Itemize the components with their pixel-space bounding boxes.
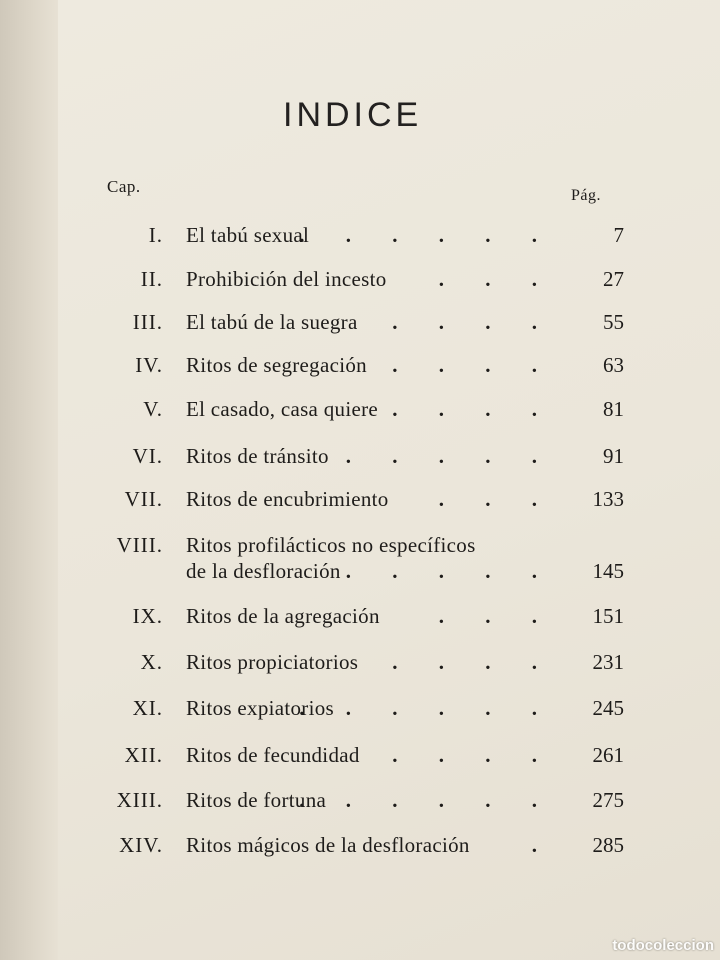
page-number: 275 (592, 788, 624, 812)
leader-dots: . . . . (392, 353, 555, 377)
chapter-title: Ritos de fecundidad (186, 743, 360, 767)
book-page (58, 0, 720, 960)
chapter-title: Prohibición del incesto (186, 267, 387, 291)
leader-dots: . . . (438, 487, 555, 511)
watermark-logo: todocoleccion (612, 937, 714, 954)
chapter-title: Ritos de tránsito (186, 444, 329, 468)
leader-dots: . . . . (392, 650, 555, 674)
chapter-number: II. (140, 267, 163, 291)
leader-dots: . . . . . . (299, 788, 555, 812)
leader-dots: . . . (438, 267, 555, 291)
chapter-title: El tabú sexual (186, 223, 310, 247)
chapter-title: Ritos propiciatorios (186, 650, 359, 674)
chapter-number: V. (143, 397, 163, 421)
toc-entry (0, 829, 720, 861)
leader-dots: . . . . . (345, 444, 555, 468)
page-column-label: Pág. (571, 187, 601, 204)
chapter-number: XIII. (116, 788, 163, 812)
page-number: 55 (603, 310, 624, 334)
chapter-number: XII. (124, 743, 163, 767)
chapter-title-continued: de la desfloración (186, 559, 341, 583)
leader-dots: . . . . (392, 743, 555, 767)
toc-entry (0, 600, 720, 632)
toc-entry (0, 784, 720, 816)
chapter-title: Ritos de segregación (186, 353, 367, 377)
toc-entry (0, 739, 720, 771)
chapter-number: XI. (132, 696, 163, 720)
chapter-title: Ritos expiatorios (186, 696, 335, 720)
leader-dots: . . . . . . (299, 223, 555, 247)
chapter-number: VI. (132, 444, 163, 468)
chapter-number: XIV. (119, 833, 163, 857)
chapter-title: Ritos mágicos de la desfloración (186, 833, 470, 857)
leader-dots: . . . . (392, 397, 555, 421)
page-number: 27 (603, 267, 624, 291)
chapter-title: Ritos de encubrimiento (186, 487, 389, 511)
page-number: 81 (603, 397, 624, 421)
chapter-number: I. (148, 223, 163, 247)
toc-entry (0, 440, 720, 472)
chapter-number: VIII. (116, 533, 163, 557)
page-number: 91 (603, 444, 624, 468)
toc-entry (0, 646, 720, 678)
chapter-title: Ritos de fortuna (186, 788, 327, 812)
chapter-title: Ritos de la agregación (186, 604, 380, 628)
chapter-number: III. (132, 310, 163, 334)
leader-dots: . (531, 833, 555, 857)
book-spine-shadow (0, 0, 58, 960)
toc-entry (0, 306, 720, 338)
chapter-number: IX. (132, 604, 163, 628)
page-number: 145 (592, 559, 624, 583)
chapter-number: X. (140, 650, 163, 674)
toc-entry (0, 692, 720, 724)
index-heading: INDICE (283, 96, 423, 134)
page-number: 151 (592, 604, 624, 628)
toc-entry (0, 483, 720, 515)
leader-dots: . . . (438, 604, 555, 628)
leader-dots: . . . . . (345, 559, 555, 583)
toc-entry (0, 529, 720, 599)
page-number: 63 (603, 353, 624, 377)
page-number: 7 (613, 223, 624, 247)
toc-entry (0, 263, 720, 295)
page-number: 231 (592, 650, 624, 674)
chapter-title: El tabú de la suegra (186, 310, 358, 334)
toc-entry (0, 219, 720, 251)
page-number: 245 (592, 696, 624, 720)
leader-dots: . . . . (392, 310, 555, 334)
page-number: 261 (592, 743, 624, 767)
page-number: 133 (592, 487, 624, 511)
toc-entry (0, 393, 720, 425)
chapter-title: El casado, casa quiere (186, 397, 379, 421)
chapter-number: IV. (135, 353, 163, 377)
page-number: 285 (592, 833, 624, 857)
toc-entry (0, 349, 720, 381)
chapter-column-label: Cap. (107, 177, 141, 196)
chapter-number: VII. (124, 487, 163, 511)
chapter-title: Ritos profilácticos no específicos (186, 533, 476, 557)
leader-dots: . . . . . . (299, 696, 555, 720)
